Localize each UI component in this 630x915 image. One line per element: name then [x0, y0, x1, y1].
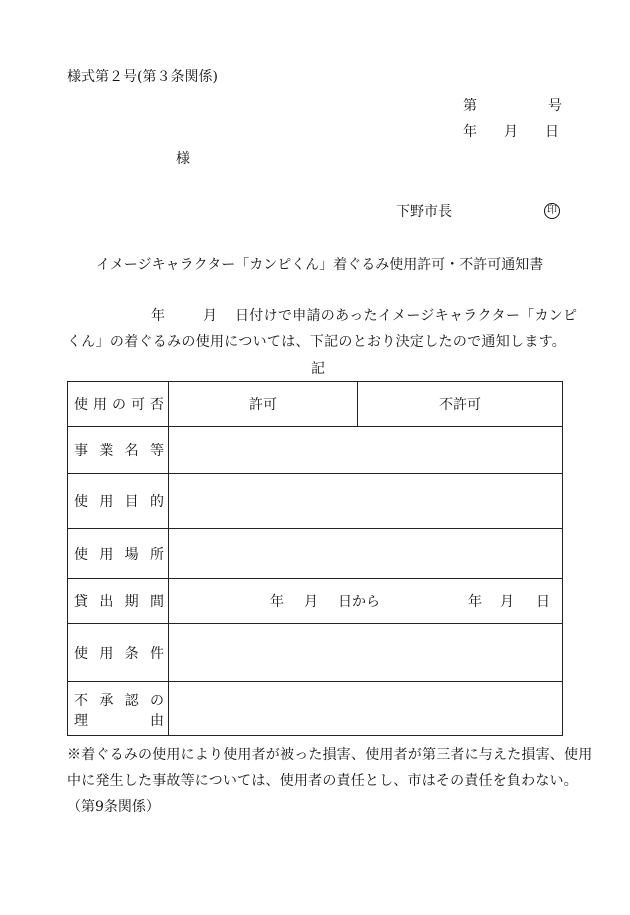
- label-char: 用: [99, 546, 114, 563]
- project-label: [68, 440, 168, 460]
- period-end-month: 月: [500, 594, 514, 610]
- purpose-field[interactable]: [169, 474, 563, 529]
- label-char: 由: [150, 712, 164, 729]
- table-row-purpose: [68, 474, 563, 529]
- label-char: 条: [124, 645, 139, 662]
- label-char: 件: [149, 645, 164, 662]
- label-char: 使: [74, 397, 88, 413]
- body-text-line2: くん」の着ぐるみの使用については、下記のとおり決定したので通知します。: [67, 334, 567, 350]
- reason-label: [68, 690, 168, 728]
- label-char: 可: [131, 397, 145, 413]
- seal-icon: 印: [544, 203, 560, 219]
- place-label: [68, 544, 168, 564]
- label-char: 所: [149, 546, 164, 563]
- label-char: 使: [74, 546, 88, 563]
- permit-option[interactable]: 許可: [169, 382, 358, 427]
- label-char: 理: [74, 712, 88, 729]
- project-name-field[interactable]: [169, 427, 563, 474]
- date-day: 日: [545, 124, 559, 140]
- note-line1: ※着ぐるみの使用により使用者が被った損害、使用者が第三者に与えた損害、使用: [67, 747, 593, 763]
- label-char: 場: [124, 546, 139, 563]
- label-char: 用: [99, 494, 114, 510]
- label-char: 認: [124, 692, 139, 709]
- label-char: 出: [99, 594, 114, 610]
- period-dates: [169, 591, 562, 611]
- label-char: 的: [149, 494, 164, 510]
- place-field[interactable]: [169, 529, 563, 579]
- label-char: 期: [124, 594, 139, 610]
- period-start-year: 年: [270, 594, 284, 610]
- body-text-line1: 日付けで申請のあったイメージキャラクター「カンピ: [235, 308, 578, 324]
- related-article: （第9条関係）: [67, 799, 160, 815]
- body-month: 月: [203, 308, 217, 324]
- label-char: 使: [74, 645, 88, 662]
- label-char: 間: [149, 594, 164, 610]
- ki-heading: 記: [311, 361, 325, 377]
- reason-label-line1: [74, 690, 164, 710]
- label-char: の: [149, 692, 164, 709]
- label-char: 事: [74, 443, 88, 459]
- place-label-cell: [68, 529, 169, 579]
- body-year: 年: [151, 308, 165, 324]
- table-row-period: [68, 579, 563, 624]
- reason-label-line2: [74, 710, 164, 730]
- table-row-conditions: [68, 624, 563, 682]
- label-char: 名: [124, 443, 139, 459]
- label-char: 貸: [74, 594, 88, 610]
- label-char: 使: [74, 494, 88, 510]
- permit-label: [68, 394, 168, 414]
- period-start-month: 月: [304, 594, 318, 610]
- label-char: 否: [150, 397, 164, 413]
- purpose-label: [68, 491, 168, 511]
- note-line2: 中に発生した事故等については、使用者の責任とし、市はその責任を負わない。: [67, 773, 578, 789]
- document-number-suffix: 号: [548, 98, 562, 114]
- addressee-suffix: 様: [176, 151, 190, 167]
- conditions-label-cell: [68, 624, 169, 682]
- label-char: 業: [99, 443, 114, 459]
- period-label-cell: [68, 579, 169, 624]
- notification-table: [67, 381, 563, 736]
- reason-field[interactable]: [169, 682, 563, 736]
- not-permit-option[interactable]: 不許可: [358, 382, 563, 427]
- issuer-mayor: 下野市長: [396, 204, 452, 220]
- label-char: 等: [149, 443, 164, 459]
- date-month: 月: [504, 124, 518, 140]
- conditions-label: [68, 643, 168, 663]
- project-label-cell: [68, 427, 169, 474]
- table-row-permit: [68, 382, 563, 427]
- label-char: の: [112, 397, 126, 413]
- purpose-label-cell: [68, 474, 169, 529]
- period-field[interactable]: [169, 579, 563, 624]
- label-char: 目: [124, 494, 139, 510]
- document-number-prefix: 第: [463, 98, 477, 114]
- period-start-day: 日から: [338, 594, 380, 610]
- period-end-day: 日: [536, 594, 550, 610]
- document-title: イメージキャラクター「カンピくん」着ぐるみ使用許可・不許可通知書: [96, 257, 544, 273]
- label-char: 用: [93, 397, 107, 413]
- table-row-project: [68, 427, 563, 474]
- period-label: [68, 591, 168, 611]
- period-end-year: 年: [468, 594, 482, 610]
- table-row-reason: [68, 682, 563, 736]
- label-char: 用: [99, 645, 114, 662]
- table-row-place: [68, 529, 563, 579]
- label-char: 不: [74, 692, 88, 709]
- label-char: 承: [99, 692, 114, 709]
- reason-label-cell: [68, 682, 169, 736]
- permit-label-cell: [68, 382, 169, 427]
- date-year: 年: [463, 124, 477, 140]
- form-number: 様式第２号(第３条関係): [67, 69, 218, 85]
- conditions-field[interactable]: [169, 624, 563, 682]
